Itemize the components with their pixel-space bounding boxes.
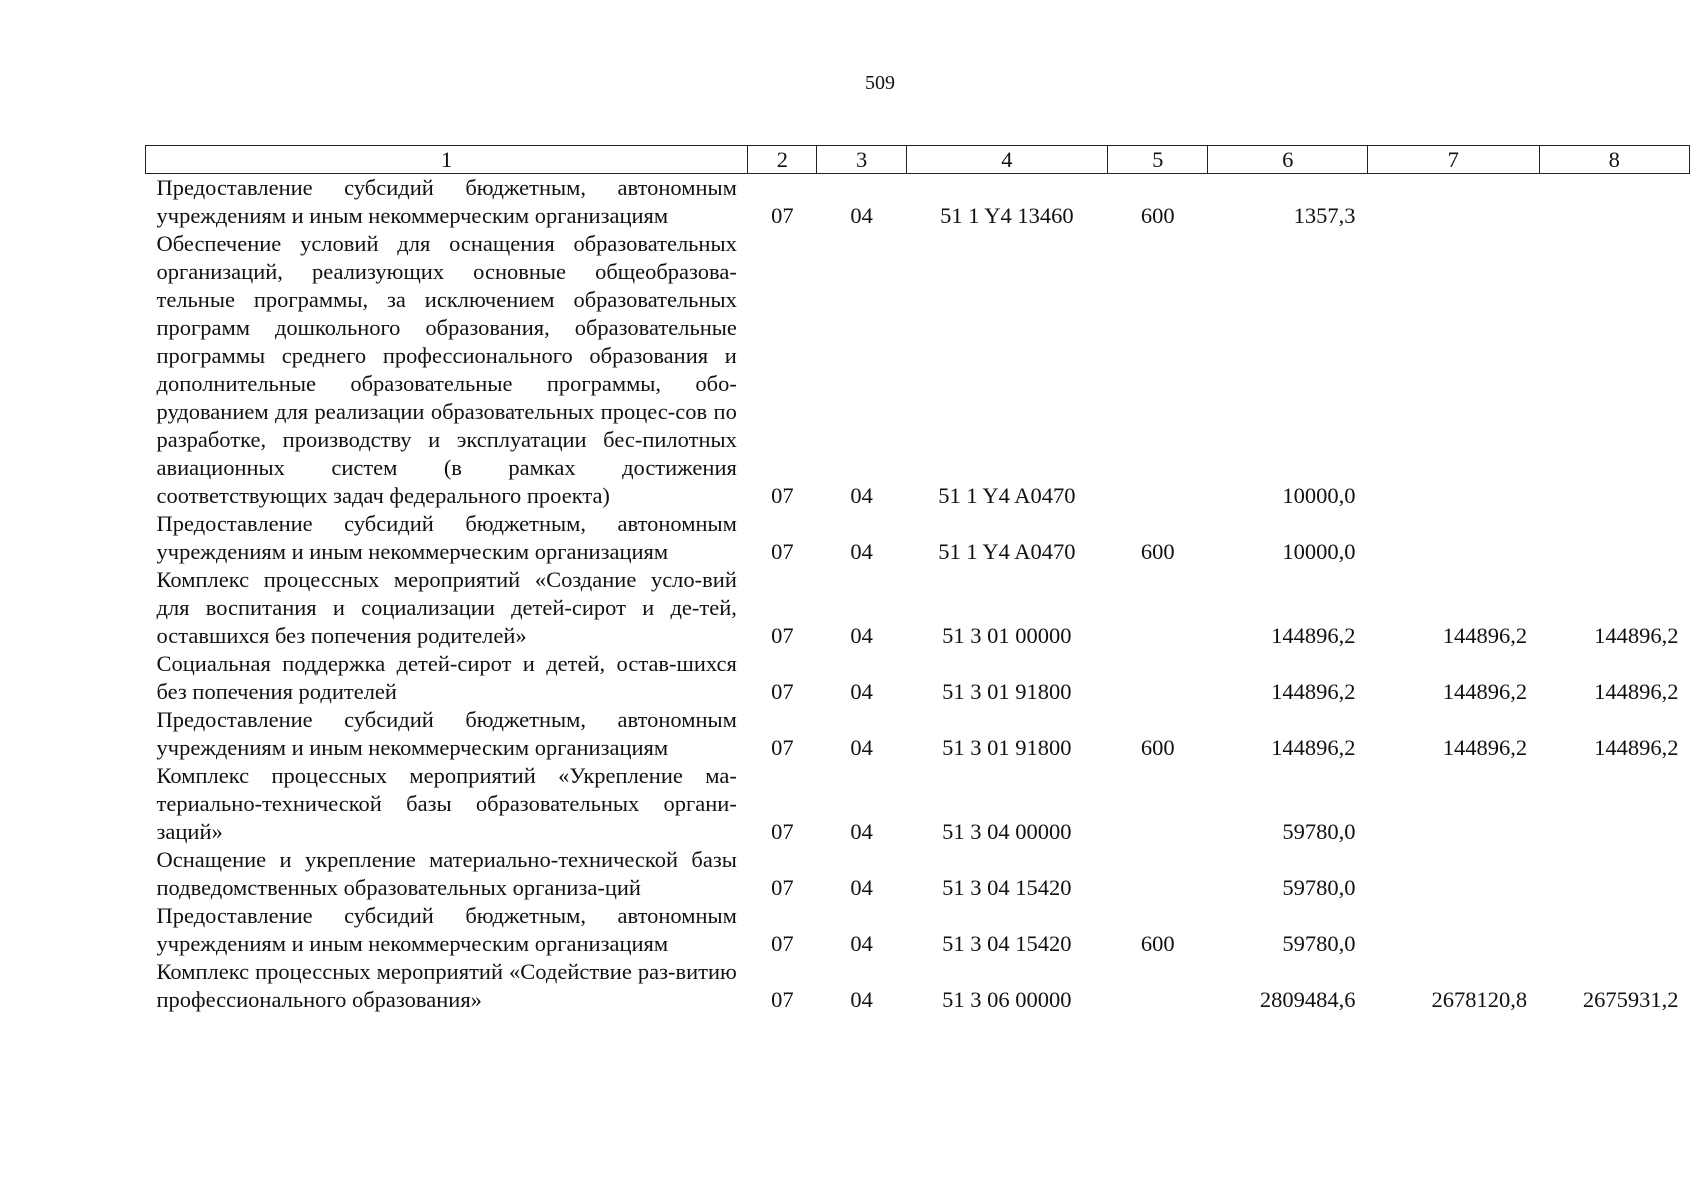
row-expense-type (1107, 762, 1208, 846)
table-body (146, 174, 1690, 1015)
row-name: Комплекс процессных мероприятий «Создание усло-вий для воспитания и социализации детей-сирот и де-тей, оставшихся без попечения родителей» (156, 567, 737, 648)
row-amount-col-6: 144896,2 (1271, 735, 1356, 760)
row-target-code: 51 3 04 15420 (942, 931, 1072, 956)
row-amount-col-6: 1357,3 (1293, 203, 1356, 228)
row-expense-type (1107, 230, 1208, 510)
row-subsection: 04 (850, 623, 873, 648)
row-subsection: 04 (850, 539, 873, 564)
header-row (146, 146, 1690, 174)
table-row (146, 650, 1690, 706)
row-amount-col-6: 59780,0 (1282, 819, 1356, 844)
row-expense-type: 600 (1140, 203, 1175, 228)
table-header (146, 146, 1690, 174)
table-row (146, 706, 1690, 762)
row-name: Предоставление субсидий бюджетным, автономным учреждениям и иным некоммерческим организациям (156, 903, 737, 956)
row-target-code: 51 3 01 91800 (942, 679, 1072, 704)
header-col-6: 6 (1208, 146, 1367, 174)
row-target-code: 51 3 04 00000 (942, 819, 1072, 844)
row-section: 07 (771, 679, 794, 704)
header-col-3: 3 (817, 146, 906, 174)
row-section: 07 (771, 483, 794, 508)
row-subsection: 04 (850, 931, 873, 956)
header-col-1: 1 (146, 146, 748, 174)
row-amount-col-7 (1367, 762, 1539, 846)
table-row (146, 230, 1690, 510)
row-amount-col-8: 2675931,2 (1582, 987, 1679, 1012)
row-name: Предоставление субсидий бюджетным, автономным учреждениям и иным некоммерческим организациям (156, 707, 737, 760)
row-amount-col-7: 144896,2 (1442, 623, 1528, 648)
row-amount-col-8: 144896,2 (1594, 623, 1679, 648)
row-section: 07 (771, 875, 794, 900)
header-col-8: 8 (1539, 146, 1689, 174)
row-section: 07 (771, 987, 794, 1012)
row-amount-col-8 (1539, 762, 1689, 846)
row-amount-col-7 (1367, 230, 1539, 510)
row-amount-col-7: 144896,2 (1442, 679, 1528, 704)
row-amount-col-8: 144896,2 (1594, 735, 1679, 760)
row-amount-col-7 (1367, 846, 1539, 902)
row-target-code: 51 1 Y4 A0470 (938, 539, 1076, 564)
row-subsection: 04 (850, 875, 873, 900)
row-amount-col-7 (1367, 510, 1539, 566)
row-amount-col-8 (1539, 510, 1689, 566)
row-expense-type (1107, 958, 1208, 1014)
row-amount-col-7 (1367, 902, 1539, 958)
row-name: Социальная поддержка детей-сирот и детей, остав-шихся без попечения родителей (156, 651, 737, 704)
row-subsection: 04 (850, 735, 873, 760)
table-row (146, 846, 1690, 902)
header-col-4: 4 (906, 146, 1107, 174)
row-target-code: 51 1 Y4 A0470 (938, 483, 1076, 508)
row-amount-col-8 (1539, 902, 1689, 958)
table-row (146, 958, 1690, 1014)
row-amount-col-6: 144896,2 (1271, 623, 1356, 648)
row-section: 07 (771, 539, 794, 564)
budget-table (145, 145, 1690, 1014)
row-amount-col-6: 10000,0 (1282, 539, 1356, 564)
header-col-2: 2 (748, 146, 817, 174)
row-subsection: 04 (850, 819, 873, 844)
header-col-5: 5 (1107, 146, 1208, 174)
row-amount-col-7: 2678120,8 (1431, 987, 1528, 1012)
row-section: 07 (771, 623, 794, 648)
row-amount-col-6: 144896,2 (1271, 679, 1356, 704)
row-section: 07 (771, 203, 794, 228)
row-target-code: 51 3 01 00000 (942, 623, 1072, 648)
row-section: 07 (771, 819, 794, 844)
row-amount-col-6: 59780,0 (1282, 875, 1356, 900)
row-amount-col-6: 10000,0 (1282, 483, 1356, 508)
row-expense-type: 600 (1140, 735, 1175, 760)
row-expense-type (1107, 846, 1208, 902)
row-name: Предоставление субсидий бюджетным, автономным учреждениям и иным некоммерческим организациям (156, 175, 737, 228)
page-number: 509 (865, 72, 895, 94)
row-target-code: 51 3 01 91800 (942, 735, 1072, 760)
row-amount-col-8 (1539, 174, 1689, 231)
row-subsection: 04 (850, 679, 873, 704)
row-subsection: 04 (850, 483, 873, 508)
table-row (146, 510, 1690, 566)
row-section: 07 (771, 931, 794, 956)
row-name: Комплекс процессных мероприятий «Укрепление ма-териально-технической базы образовательных органи-заций» (156, 763, 737, 844)
table-row (146, 762, 1690, 846)
row-amount-col-8 (1539, 230, 1689, 510)
row-target-code: 51 1 Y4 13460 (940, 203, 1074, 228)
row-target-code: 51 3 04 15420 (942, 875, 1072, 900)
row-amount-col-8: 144896,2 (1594, 679, 1679, 704)
row-name: Комплекс процессных мероприятий «Содействие раз-витию профессионального образования» (156, 959, 737, 1012)
row-expense-type: 600 (1140, 931, 1175, 956)
row-subsection: 04 (850, 987, 873, 1012)
row-amount-col-8 (1539, 846, 1689, 902)
table-row (146, 566, 1690, 650)
row-name: Оснащение и укрепление материально-технической базы подведомственных образовательных организа-ций (156, 847, 737, 900)
header-col-7: 7 (1367, 146, 1539, 174)
table-row (146, 902, 1690, 958)
row-name: Предоставление субсидий бюджетным, автономным учреждениям и иным некоммерческим организациям (156, 511, 737, 564)
row-target-code: 51 3 06 00000 (942, 987, 1072, 1012)
row-amount-col-7 (1367, 174, 1539, 231)
row-name: Обеспечение условий для оснащения образовательных организаций, реализующих основные общеобразова-тельные программы, за исключением образовательных программ дошкольного образования, образовательные программы среднего профессионального образования и дополнительные образовательные программы, обо-рудованием для реализации образовательных процес-сов по разработке, производству и эксплуатации бес-пилотных авиационных систем (в рамках достижения соответствующих задач федерального проекта) (156, 231, 737, 508)
row-section: 07 (771, 735, 794, 760)
table-row (146, 174, 1690, 231)
row-amount-col-6: 2809484,6 (1259, 987, 1356, 1012)
row-subsection: 04 (850, 203, 873, 228)
row-expense-type: 600 (1140, 539, 1175, 564)
row-amount-col-7: 144896,2 (1442, 735, 1528, 760)
row-amount-col-6: 59780,0 (1282, 931, 1356, 956)
row-expense-type (1107, 650, 1208, 706)
row-expense-type (1107, 566, 1208, 650)
